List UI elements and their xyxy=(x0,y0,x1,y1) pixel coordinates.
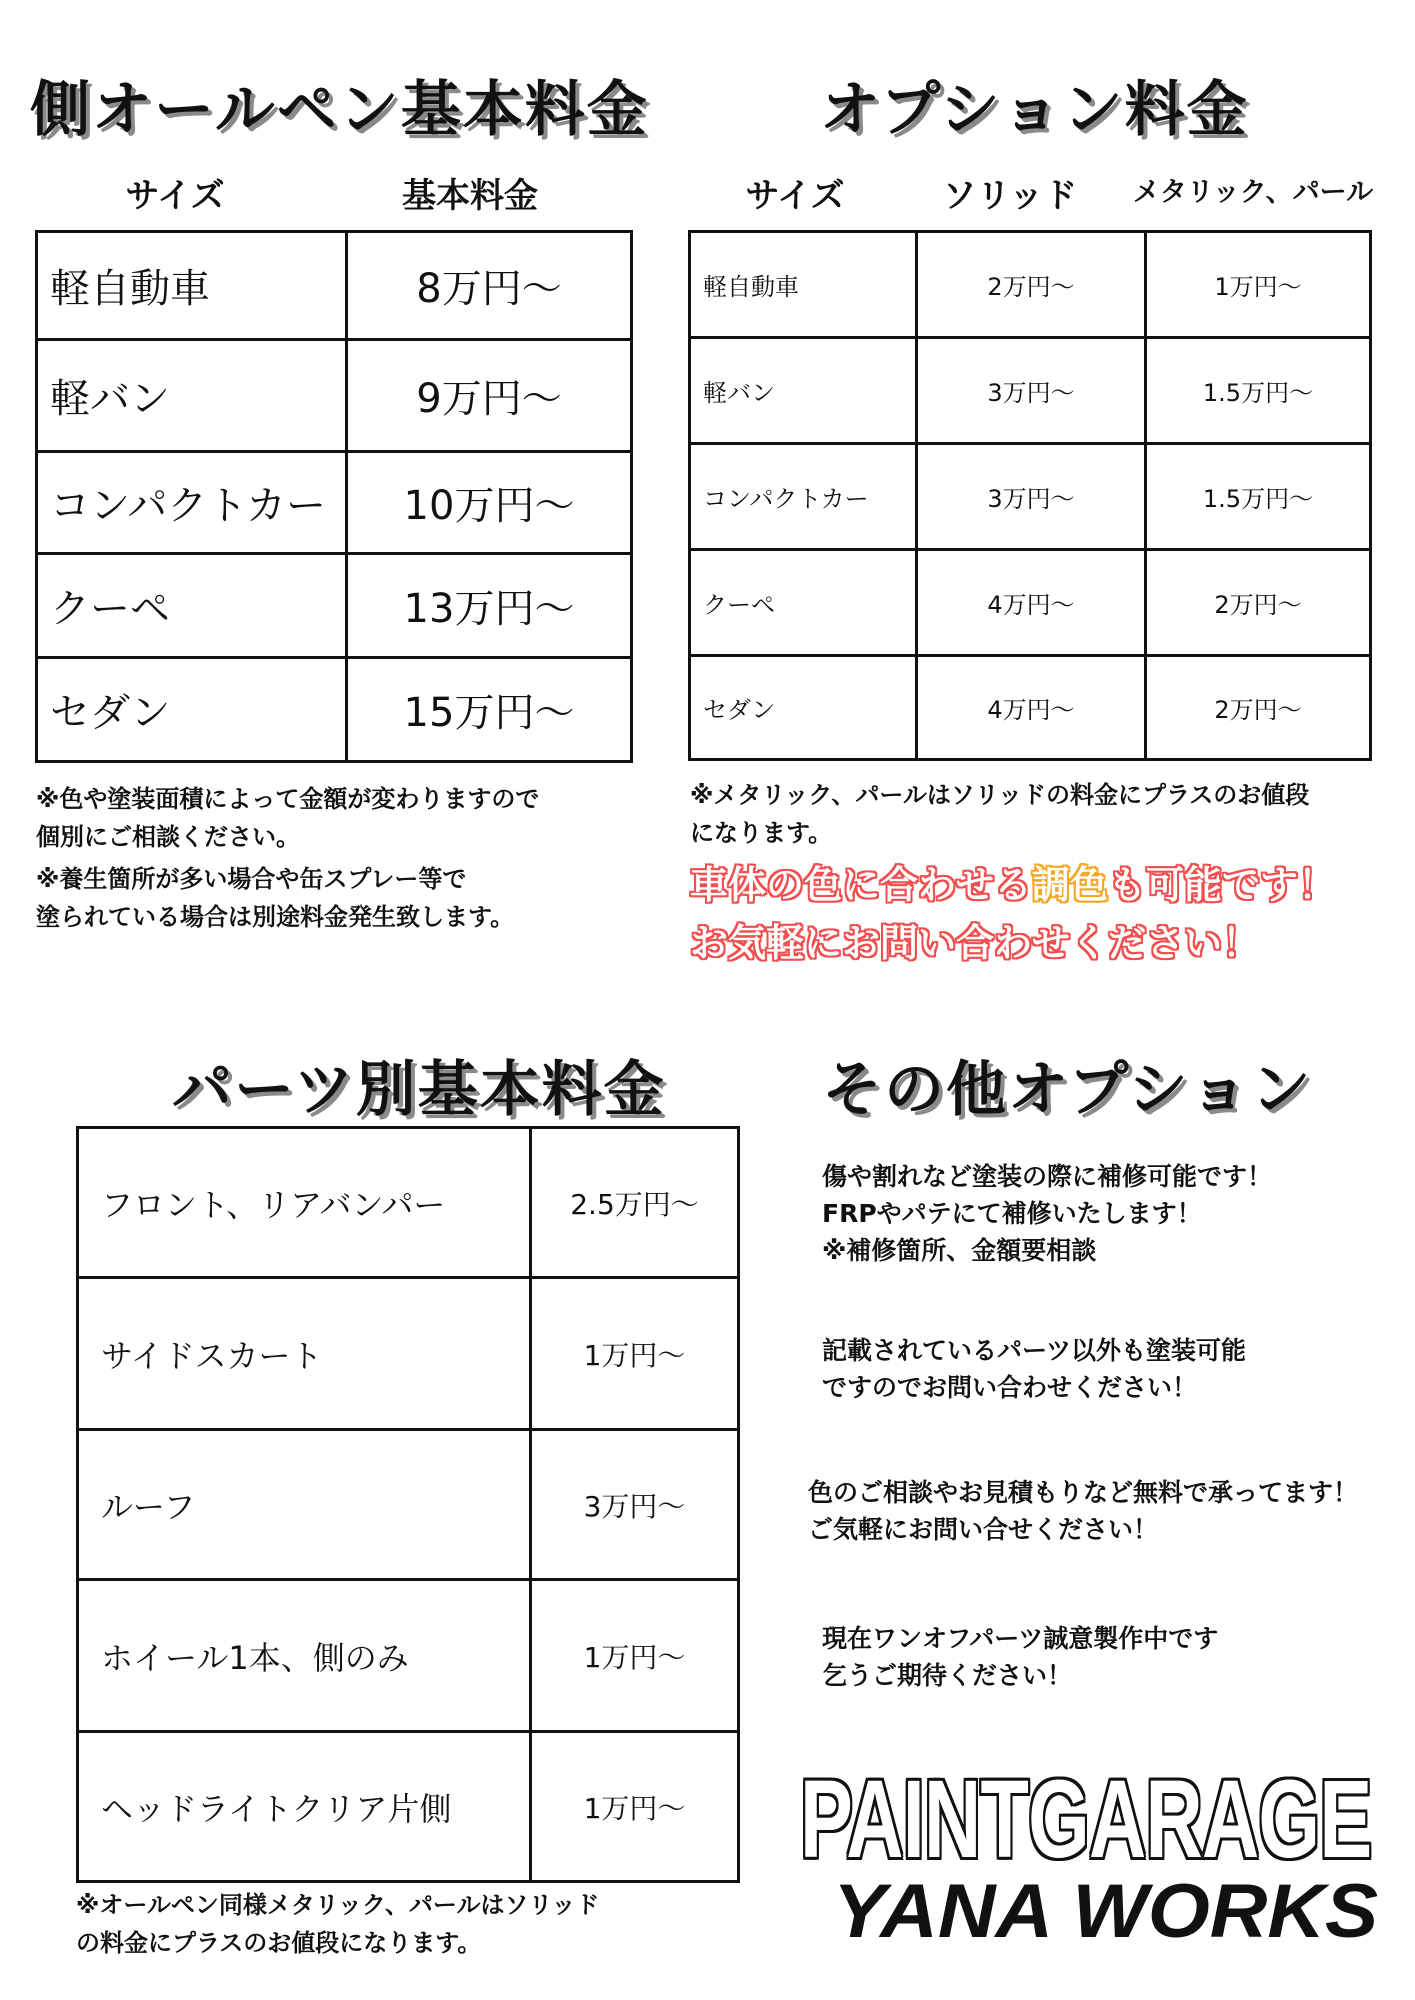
parts-price-note xyxy=(76,1886,600,1962)
solid-price-cell: 3万円〜 xyxy=(917,444,1146,550)
price-cell: 3万円〜 xyxy=(531,1430,739,1580)
table-row xyxy=(690,444,1371,550)
base-price-note-1 xyxy=(36,780,539,856)
option-line: ご気軽にお問い合せください！ xyxy=(808,1515,1159,1544)
table-row xyxy=(78,1278,739,1430)
table-row xyxy=(37,232,632,340)
option-line: 現在ワンオフパーツ誠意製作中です xyxy=(822,1624,1219,1653)
metallic-price-cell: 1.5万円〜 xyxy=(1146,338,1371,444)
table-row xyxy=(37,658,632,762)
note-line: 個別にご相談ください。 xyxy=(36,823,300,851)
price-cell: 13万円〜 xyxy=(347,554,632,658)
other-options-title: その他オプション xyxy=(822,1055,1313,1125)
size-cell: 軽自動車 xyxy=(690,232,917,338)
size-cell: セダン xyxy=(690,656,917,760)
promo-line: お気軽にお問い合わせください！ xyxy=(690,921,1261,965)
size-cell: 軽バン xyxy=(37,340,347,452)
size-cell: クーペ xyxy=(37,554,347,658)
one-off-parts-text xyxy=(822,1620,1218,1694)
table-row xyxy=(37,452,632,554)
promo-text: も可能です！ xyxy=(1108,863,1337,907)
table-row xyxy=(690,550,1371,656)
size-column-header: サイズ xyxy=(125,176,225,216)
price-cell: 1万円〜 xyxy=(531,1278,739,1430)
price-cell: 10万円〜 xyxy=(347,452,632,554)
note-line: ※オールペン同様メタリック、パールはソリッド xyxy=(76,1891,600,1919)
note-line: ※養生箇所が多い場合や缶スプレー等で xyxy=(36,865,467,893)
note-line: 塗られている場合は別途料金発生致します。 xyxy=(36,903,515,931)
part-cell: ルーフ xyxy=(78,1430,531,1580)
price-cell: 1万円〜 xyxy=(531,1732,739,1882)
part-cell: フロント、リアバンパー xyxy=(78,1128,531,1278)
option-price-table xyxy=(688,230,1372,761)
yanaworks-logo-text: YANA WORKS xyxy=(833,1869,1379,1954)
option-size-column-header: サイズ xyxy=(745,176,845,216)
solid-price-cell: 4万円〜 xyxy=(917,550,1146,656)
promo-text: 車体の色に合わせる xyxy=(690,863,1033,907)
base-price-table xyxy=(35,230,633,763)
table-row xyxy=(690,232,1371,338)
option-line: FRPやパテにて補修いたします！ xyxy=(822,1199,1202,1228)
solid-column-header: ソリッド xyxy=(942,176,1078,216)
repair-option-text xyxy=(822,1158,1272,1269)
solid-price-cell: 4万円〜 xyxy=(917,656,1146,760)
price-cell: 8万円〜 xyxy=(347,232,632,340)
free-consultation-text xyxy=(808,1474,1358,1548)
table-row xyxy=(37,340,632,452)
promo-line xyxy=(690,856,1336,914)
price-cell: 2.5万円〜 xyxy=(531,1128,739,1278)
table-row xyxy=(690,338,1371,444)
base-price-note-2 xyxy=(36,860,514,936)
metallic-column-header: メタリック、パール xyxy=(1132,177,1374,208)
base-price-title: 側オールペン基本料金 xyxy=(30,75,649,145)
table-row xyxy=(78,1430,739,1580)
option-line: 傷や割れなど塗装の際に補修可能です！ xyxy=(822,1162,1273,1191)
option-price-title: オプション料金 xyxy=(820,75,1249,145)
size-cell: 軽バン xyxy=(690,338,917,444)
note-line: になります。 xyxy=(690,819,833,847)
part-cell: ホイール1本、側のみ xyxy=(78,1580,531,1732)
solid-price-cell: 2万円〜 xyxy=(917,232,1146,338)
table-row xyxy=(78,1128,739,1278)
price-cell: 9万円〜 xyxy=(347,340,632,452)
table-row xyxy=(690,656,1371,760)
option-line: ですのでお問い合わせください！ xyxy=(822,1373,1198,1402)
table-row xyxy=(78,1580,739,1732)
promo-highlight: 調色 xyxy=(1032,863,1109,907)
note-line: ※メタリック、パールはソリッドの料金にプラスのお値段 xyxy=(690,781,1310,809)
metallic-price-cell: 1万円〜 xyxy=(1146,232,1371,338)
part-cell: ヘッドライトクリア片側 xyxy=(78,1732,531,1882)
table-row xyxy=(37,554,632,658)
size-cell: コンパクトカー xyxy=(690,444,917,550)
parts-price-table xyxy=(76,1126,740,1883)
metallic-price-cell: 1.5万円〜 xyxy=(1146,444,1371,550)
option-price-note xyxy=(690,776,1309,852)
option-line: ※補修箇所、金額要相談 xyxy=(822,1236,1097,1265)
note-line: の料金にプラスのお値段になります。 xyxy=(76,1929,482,1957)
other-parts-option-text xyxy=(822,1332,1246,1406)
size-cell: クーペ xyxy=(690,550,917,656)
size-cell: 軽自動車 xyxy=(37,232,347,340)
base-price-column-header: 基本料金 xyxy=(402,176,538,216)
option-line: 色のご相談やお見積もりなど無料で承ってます！ xyxy=(808,1478,1359,1507)
option-line: 記載されているパーツ以外も塗装可能 xyxy=(822,1336,1247,1365)
paintgarage-logo-text: PAINTGARAGE xyxy=(800,1758,1372,1881)
price-cell: 15万円〜 xyxy=(347,658,632,762)
option-line: 乞うご期待ください！ xyxy=(822,1661,1073,1690)
size-cell: コンパクトカー xyxy=(37,452,347,554)
price-cell: 1万円〜 xyxy=(531,1580,739,1732)
solid-price-cell: 3万円〜 xyxy=(917,338,1146,444)
parts-price-title: パーツ別基本料金 xyxy=(172,1055,666,1125)
size-cell: セダン xyxy=(37,658,347,762)
metallic-price-cell: 2万円〜 xyxy=(1146,550,1371,656)
metallic-price-cell: 2万円〜 xyxy=(1146,656,1371,760)
note-line: ※色や塗装面積によって金額が変わりますので xyxy=(36,785,540,813)
table-row xyxy=(78,1732,739,1882)
part-cell: サイドスカート xyxy=(78,1278,531,1430)
color-matching-promo xyxy=(690,856,1336,972)
